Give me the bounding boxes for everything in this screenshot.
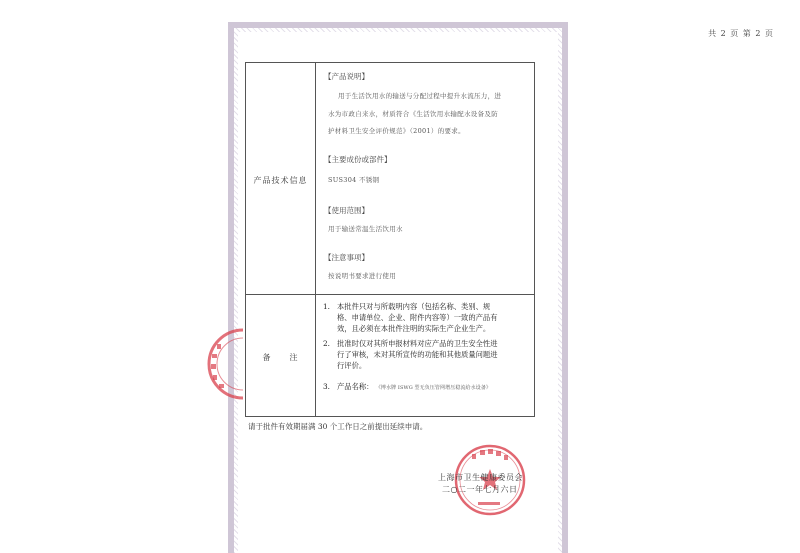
page-number: 共 2 页 第 2 页 xyxy=(708,29,774,38)
scope-line: 用于输送常温生活饮用水 xyxy=(328,225,403,233)
note-line: 批准时仅对其所申报材料对应产品的卫生安全性进 xyxy=(337,339,498,348)
remark-note-1 xyxy=(323,301,528,335)
note-number: 1. xyxy=(323,302,330,311)
product-name-value: 《博水牌 ISWG 型无负压管网增压稳流给水设备》 xyxy=(375,385,492,391)
section-title-precautions: 【注意事项】 xyxy=(324,253,369,262)
remark-note-2 xyxy=(323,338,528,372)
note-line: 本批件只对与所载明内容（包括名称、类别、规 xyxy=(337,302,491,311)
description-line: 水为市政自来水，材质符合《生活饮用水输配水设备及防 xyxy=(328,110,498,118)
row-label-tech-info: 产品技术信息 xyxy=(253,176,308,185)
section-title-description: 【产品说明】 xyxy=(324,72,369,81)
product-name-label: 产品名称： xyxy=(337,382,374,391)
precautions-line: 按说明书要求进行使用 xyxy=(328,272,396,280)
section-title-scope: 【使用范围】 xyxy=(324,206,369,215)
left-seal-stamp xyxy=(197,326,245,402)
remark-note-3 xyxy=(323,381,528,395)
issue-date: 二○二一年七月六日 xyxy=(442,485,518,494)
description-line: 用于生活饮用水的输送与分配过程中提升水流压力，进 xyxy=(338,92,502,100)
info-table xyxy=(245,62,535,417)
section-title-components: 【主要成份或部件】 xyxy=(324,155,392,164)
note-line: 行评价。 xyxy=(337,361,367,370)
note-line: 效，且必须在本批件注明的实际生产企业生产。 xyxy=(337,324,491,333)
description-line: 护材料卫生安全评价规范》（2001）的要求。 xyxy=(328,127,465,135)
table-divider-horizontal xyxy=(246,294,534,295)
table-divider-vertical xyxy=(315,63,316,416)
note-number: 3. xyxy=(323,382,330,391)
row-label-remarks: 备 注 xyxy=(262,353,299,362)
note-line: 格、申请单位、企业、附件内容等）一致的产品有 xyxy=(337,313,498,322)
note-number: 2. xyxy=(323,339,330,348)
note-line: 行了审核，未对其所宣传的功能和其他质量问题进 xyxy=(337,350,498,359)
issuing-authority: 上海市卫生健康委员会 xyxy=(438,473,523,482)
renewal-notice: 请于批件有效期届满 30 个工作日之前提出延续申请。 xyxy=(248,422,428,431)
components-line: SUS304 不锈钢 xyxy=(328,176,380,184)
